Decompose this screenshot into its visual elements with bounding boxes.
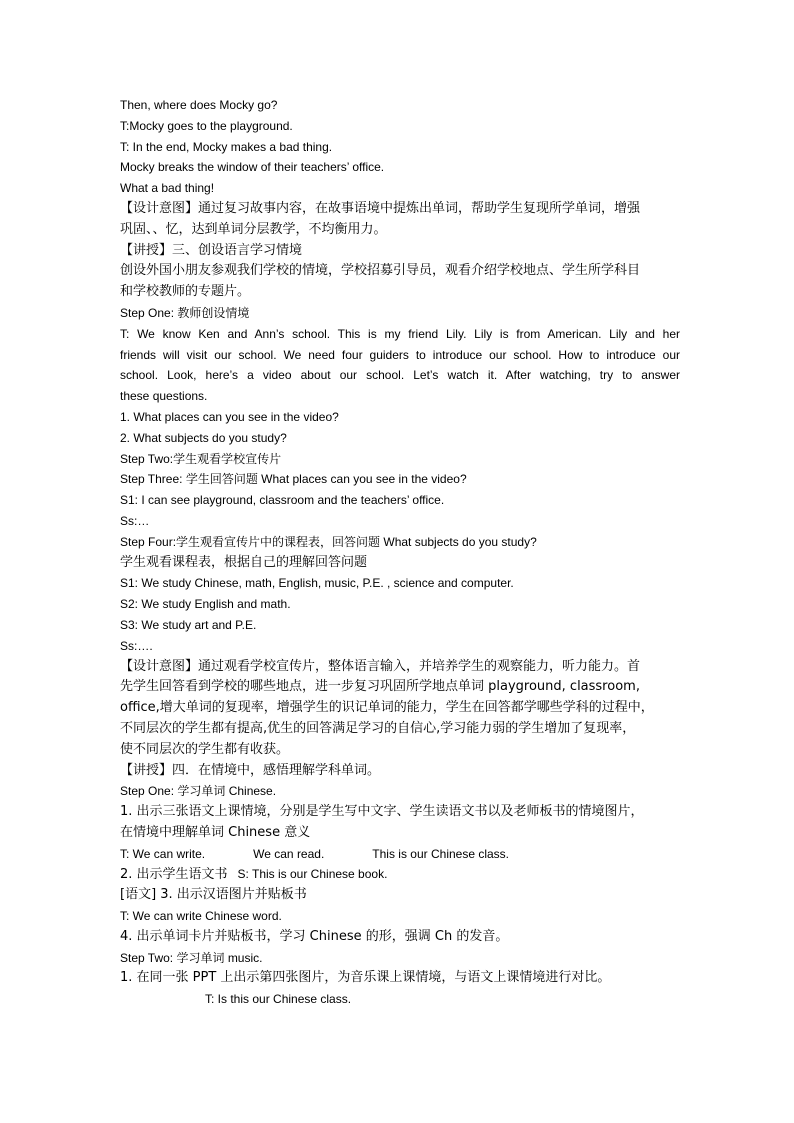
text-line: 创设外国小朋友参观我们学校的情境，学校招募引导员，观看介绍学校地点、学生所学科目 — [120, 263, 641, 279]
question-line: 2. What subjects do you study? — [120, 430, 287, 445]
section-heading: 【讲授】三、创设语言学习情境 — [120, 242, 303, 258]
text-line: 巩固、、忆，达到单词分层教学，不均衡用力。 — [120, 221, 387, 237]
text-line: school. Look, here’s a video about our school. Let’s watch it. After watching, try to answer — [120, 368, 680, 383]
document-body — [120, 95, 680, 1010]
dialogue-part: This is our Chinese class. — [372, 846, 510, 861]
step-heading: Step Three: 学生回答问题 What places can you see in the video? — [120, 472, 467, 487]
dialogue-part: 2. 出示学生语文书 — [120, 867, 228, 883]
dialogue-part: S: This is our Chinese book. — [237, 867, 388, 882]
text-line: 不同层次的学生都有提高,优生的回答满足学习的自信心,学习能力弱的学生增加了复现率， — [120, 720, 636, 736]
step-heading: Step One: 教师创设情境 — [120, 305, 250, 320]
step-heading: Step Two: 学习单词 music. — [120, 950, 263, 965]
text-line: 1. 出示三张语文上课情境，分别是学生写中文字、学生读语文书以及老师板书的情境图片， — [120, 804, 644, 820]
text-line: What a bad thing! — [120, 181, 215, 196]
text-line: these questions. — [120, 389, 208, 404]
text-line: Ss:…. — [120, 638, 153, 653]
text-line: 在情境中理解单词 Chinese 意义 — [120, 824, 311, 840]
text-line: [语文] 3. 出示汉语图片并贴板书 — [120, 887, 307, 903]
text-line: 4. 出示单词卡片并贴板书，学习 Chinese 的形，强调 Ch 的发音。 — [120, 928, 509, 944]
text-line: friends will visit our school. We need four guiders to introduce our school. How to introduce our — [120, 347, 680, 362]
dialogue-part: T: We can write. — [120, 846, 206, 861]
text-line: T: We know Ken and Ann’s school. This is my friend Lily. Lily is from American. Lily and her — [120, 326, 680, 341]
section-heading: 【讲授】四．在情境中，感悟理解学科单词。 — [120, 762, 381, 778]
step-heading: Step One: 学习单词 Chinese. — [120, 784, 277, 799]
question-line: 1. What places can you see in the video? — [120, 409, 339, 424]
text-line: S1: I can see playground, classroom and the teachers’ office. — [120, 493, 445, 508]
dialogue-part: We can read. — [253, 846, 325, 861]
text-line: office,增大单词的复现率，增强学生的识记单词的能力，学生在回答都学哪些学科的过程中， — [120, 700, 654, 716]
text-line: Mocky breaks the window of their teachers’ office. — [120, 160, 385, 175]
text-line: 先学生回答看到学校的哪些地点，进一步复习巩固所学地点单词 playground, classroom, — [120, 679, 640, 695]
text-line: Ss:… — [120, 513, 150, 528]
dialogue-line — [120, 864, 680, 885]
text-line: S2: We study English and math. — [120, 597, 291, 612]
text-line: S1: We study Chinese, math, English, music, P.E. , science and computer. — [120, 576, 514, 591]
text-line: 使不同层次的学生都有收获。 — [120, 741, 290, 757]
text-line: T: In the end, Mocky makes a bad thing. — [120, 139, 333, 154]
text-line: T:Mocky goes to the playground. — [120, 118, 293, 133]
dialogue-line — [120, 844, 680, 865]
step-heading: Step Two:学生观看学校宣传片 — [120, 451, 282, 466]
text-line: T: We can write Chinese word. — [120, 909, 282, 924]
dialogue-line: T: Is this our Chinese class. — [205, 992, 352, 1007]
text-line: Then, where does Mocky go? — [120, 98, 278, 112]
text-line: S3: We study art and P.E. — [120, 617, 257, 632]
step-heading: Step Four:学生观看宣传片中的课程表，回答问题 What subjects do you study? — [120, 534, 537, 549]
text-line: 和学校教师的专题片。 — [120, 284, 251, 300]
text-line: 学生观看课程表，根据自己的理解回答问题 — [120, 554, 368, 570]
design-intent-line: 【设计意图】通过观看学校宣传片，整体语言输入，并培养学生的观察能力，听力能力。首 — [120, 658, 641, 674]
design-intent-line: 【设计意图】通过复习故事内容，在故事语境中提炼出单词，帮助学生复现所学单词，增强 — [120, 200, 641, 216]
text-line: 1. 在同一张 PPT 上出示第四张图片，为音乐课上课情境，与语文上课情境进行对比。 — [120, 970, 611, 986]
